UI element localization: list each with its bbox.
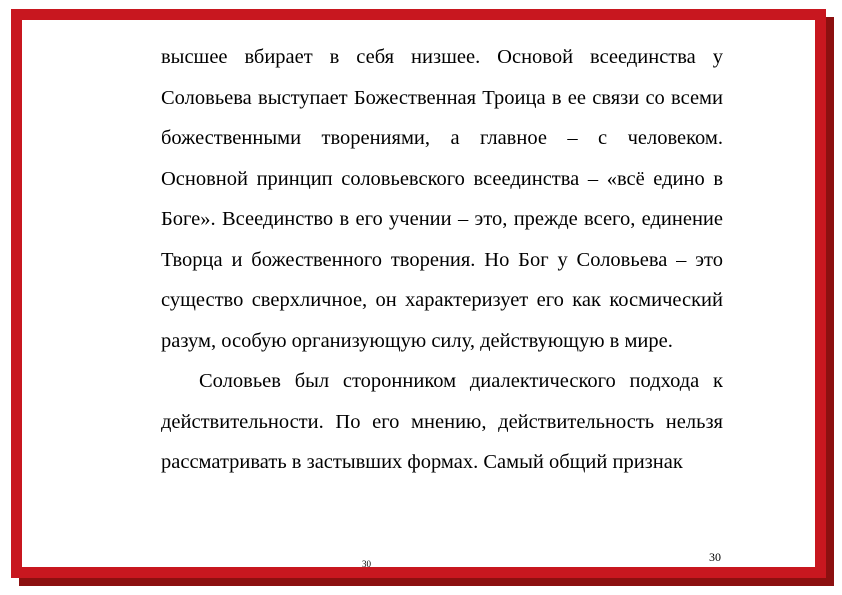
paragraph-1: высшее вбирает в себя низшее. Основой всеединства у Соловьева выступает Божественная Троица в ее связи со всеми божественными творениями, а главное – с человеком. Основной принцип соловьевского всеединства – «всё едино в Боге». Всеединство в его учении – это, прежде всего, единение Творца и божественного творения. Но Бог у Соловьева – это существо сверхличное, он характеризует его как космический разум, особую организующую силу, действующую в мире. [161, 46, 723, 352]
corner-page-number: 30 [709, 550, 721, 564]
footer-page-number: 30 [362, 559, 371, 569]
paragraph-2: Соловьев был сторонником диалектического подхода к действительности. По его мнению, действительность нельзя рассматривать в застывших формах. Самый общий признак [161, 370, 723, 473]
body-text [161, 37, 723, 483]
